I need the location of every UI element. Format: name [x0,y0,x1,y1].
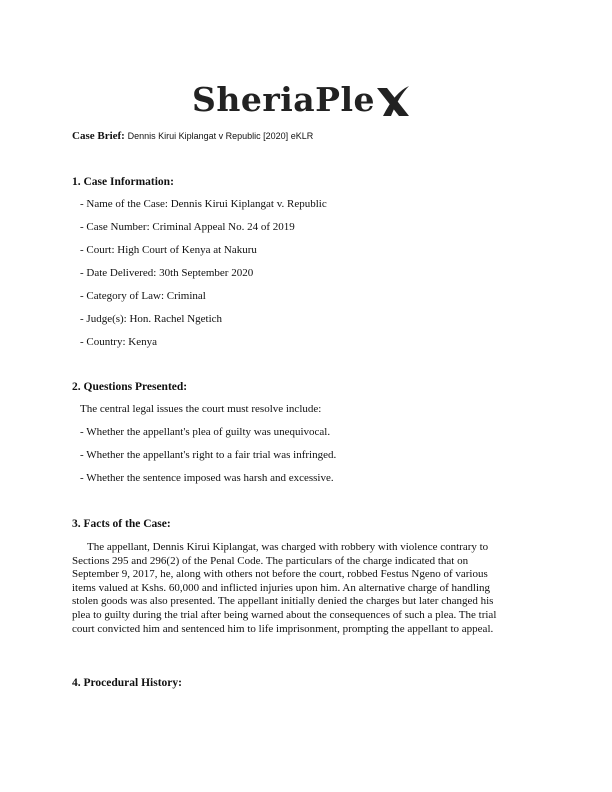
question-item: - Whether the appellant's plea of guilty was unequivocal. [80,426,331,438]
case-info-item: - Country: Kenya [80,336,157,348]
case-info-item: - Category of Law: Criminal [80,290,206,302]
section-heading-procedural-history: 4. Procedural History: [72,677,182,689]
facts-paragraph [72,541,540,636]
facts-line: stolen goods was also presented. The appellant initially denied the charges but later changed his [72,595,494,608]
facts-line: court convicted him and sentenced him to life imprisonment, prompting the appellant to appeal. [72,622,494,635]
x-mark-icon [373,82,413,122]
question-item: - Whether the sentence imposed was harsh and excessive. [80,472,334,484]
question-item: - Whether the appellant's right to a fair trial was infringed. [80,449,337,461]
logo-text: SheriaPle [192,79,375,119]
questions-intro: The central legal issues the court must resolve include: [80,403,322,415]
section-heading-case-information: 1. Case Information: [72,176,174,188]
facts-line: plea to guilty during the trial after being warned about the consequences of such a plea. The trial [72,608,497,621]
case-info-item: - Court: High Court of Kenya at Nakuru [80,244,257,256]
section-heading-facts-of-the-case: 3. Facts of the Case: [72,518,171,530]
sheriaplex-logo [192,78,413,120]
facts-line: September 9, 2017, he, along with others not before the court, robbed Festus Ngeno of various [72,568,488,581]
case-info-item: - Case Number: Criminal Appeal No. 24 of 2019 [80,221,295,233]
case-brief-title: Dennis Kirui Kiplangat v Republic [2020] eKLR [127,131,314,141]
facts-line: items valued at Kshs. 60,000 and inflicted injuries upon him. An alternative charge of handling [72,581,491,594]
case-info-item: - Date Delivered: 30th September 2020 [80,267,254,279]
case-brief-line [72,130,313,142]
section-heading-questions-presented: 2. Questions Presented: [72,381,188,393]
case-brief-label: Case Brief: [72,130,125,142]
case-info-item: - Name of the Case: Dennis Kirui Kiplangat v. Republic [80,198,327,210]
facts-line: Sections 295 and 296(2) of the Penal Code. The particulars of the charge indicated that on [72,554,469,567]
facts-line: The appellant, Dennis Kirui Kiplangat, was charged with robbery with violence contrary to [87,541,489,553]
case-info-item: - Judge(s): Hon. Rachel Ngetich [80,313,223,325]
